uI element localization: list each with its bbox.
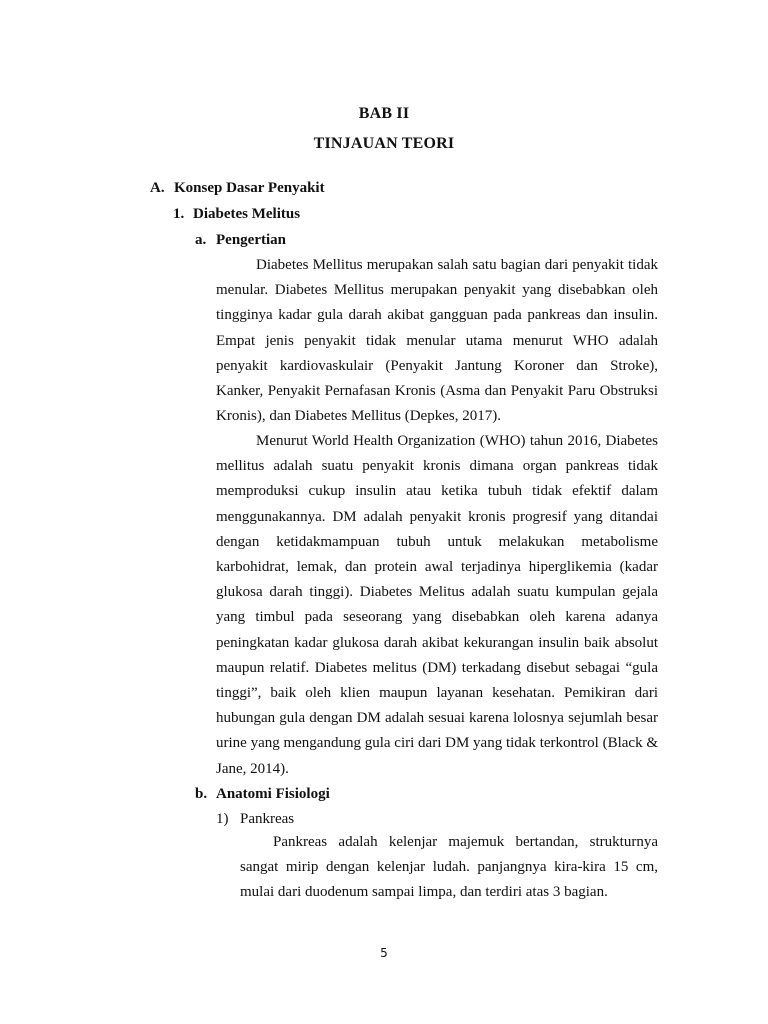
section-1-title: Diabetes Melitus (193, 206, 301, 222)
pankreas-marker: 1) (216, 811, 229, 827)
pankreas-paragraph: Pankreas adalah kelenjar majemuk bertandan, strukturnya sangat mirip dengan kelenjar ludah. panjangnya kira-kira 15 cm, mulai dari duodenum sampai limpa, dan terdiri atas 3 bagian. (240, 834, 658, 901)
section-1-marker: 1. (173, 206, 185, 222)
section-1b-heading (195, 786, 330, 803)
section-a-heading (150, 180, 325, 197)
section-1a-marker: a. (195, 232, 207, 248)
definition-paragraph-1: Diabetes Mellitus merupakan salah satu bagian dari penyakit tidak menular. Diabetes Mellitus merupakan penyakit yang disebabkan oleh tingginya kadar gula darah akibat gangguan pada pankreas dan insulin. Empat jenis penyakit tidak menular utama menurut WHO adalah penyakit kardiovaskulair (Penyakit Jantung Koroner dan Stroke), Kanker, Penyakit Pernafasan Kronis (Asma dan Penyakit Paru Obstruksi Kronis), dan Diabetes Mellitus (Depkes, 2017). (216, 257, 658, 425)
pankreas-subheading (216, 811, 294, 828)
pankreas-title: Pankreas (240, 811, 295, 827)
section-1b-title: Anatomi Fisiologi (216, 786, 330, 802)
section-1a-title: Pengertian (216, 232, 286, 248)
section-1a-heading (195, 232, 286, 249)
page-number: 5 (380, 946, 388, 960)
definition-paragraph-2: Menurut World Health Organization (WHO) tahun 2016, Diabetes mellitus adalah suatu penyakit kronis dimana organ pankreas tidak memproduksi cukup insulin atau ketika tubuh tidak efektif dalam menggunakannya. DM adalah penyakit kronis progresif yang ditandai dengan ketidakmampuan tubuh untuk melakukan metabolisme karbohidrat, lemak, dan protein awal terjadinya hiperglikemia (kadar glukosa darah tinggi). Diabetes Melitus adalah suatu kumpulan gejala yang timbul pada seseorang yang disebabkan oleh karena adanya peningkatan kadar glukosa darah akibat kekurangan insulin baik absolut maupun relatif. Diabetes melitus (DM) terkadang disebut sebagai “gula tinggi”, baik oleh klien maupun layanan kesehatan. Pemikiran dari hubungan gula dengan DM adalah sesuai karena lolosnya sejumlah besar urine yang mengandung gula ciri dari DM yang tidak terkontrol (Black & Jane, 2014). (216, 433, 658, 777)
section-a-marker: A. (150, 180, 165, 196)
section-1-heading (173, 206, 300, 223)
section-a-title: Konsep Dasar Penyakit (174, 180, 325, 196)
section-1b-marker: b. (195, 786, 208, 802)
chapter-title: TINJAUAN TEORI (313, 135, 455, 152)
chapter-heading: BAB II (358, 105, 410, 122)
